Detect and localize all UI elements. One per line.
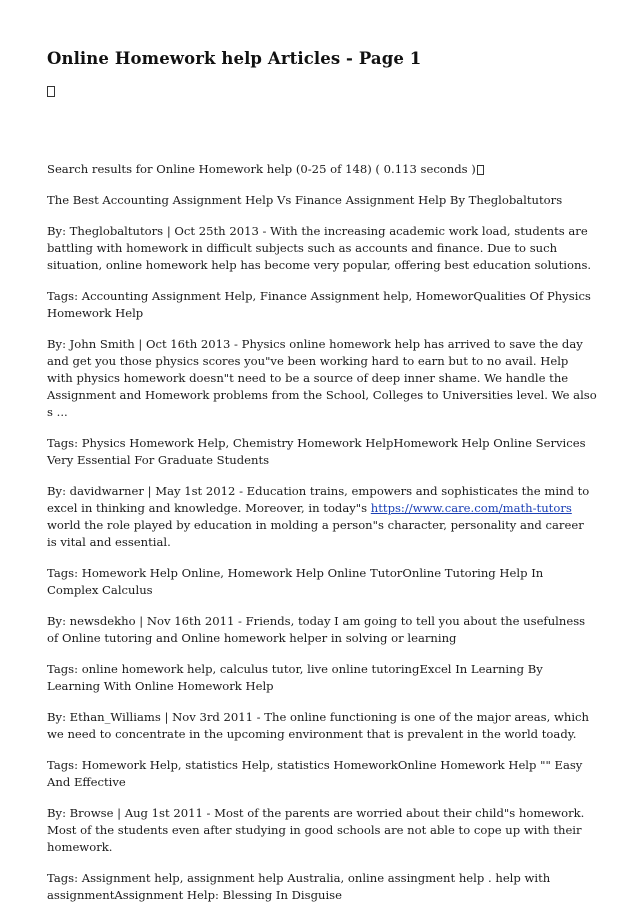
article-tags: Tags: Homework Help, statistics Help, statistics HomeworkOnline Homework Help "" Easy And Effective: [47, 758, 583, 789]
missing-glyph-icon: [47, 86, 55, 97]
article-tags: Tags: Assignment help, assignment help Australia, online assingment help . help with assignmentAssignment Help: Blessing In Disguise: [47, 871, 551, 902]
article-summary: By: Ethan_Williams | Nov 3rd 2011 - The online functioning is one of the major areas, which we need to concentrate in the upcoming environment that is prevalent in the world toady.: [47, 710, 589, 741]
article-summary: By: newsdekho | Nov 16th 2011 - Friends, today I am going to tell you about the usefulness of Online tutoring and Online homework helper in solving or learning: [47, 614, 586, 645]
article-tags: Tags: Physics Homework Help, Chemistry Homework HelpHomework Help Online Services Very Essential For Graduate Students: [47, 436, 586, 467]
article-tags: Tags: Homework Help Online, Homework Help Online TutorOnline Tutoring Help In Complex Calculus: [47, 566, 544, 597]
article-summary: By: Theglobaltutors | Oct 25th 2013 - With the increasing academic work load, students are battling with homework in difficult subjects such as accounts and finance. Due to such situation, online homework help has become very popular, offering best education solutions.: [47, 224, 592, 272]
page-title: Online Homework help Articles - Page 1: [47, 49, 422, 68]
math-tutors-link[interactable]: https://www.care.com/math-tutors: [370, 501, 572, 515]
article-summary: By: John Smith | Oct 16th 2013 - Physics online homework help has arrived to save the day and get you those physics scores you"ve been working hard to earn but to no avail. Help with physics homework doesn"t need to be a source of deep inner shame. We handle the Assignment and Homework problems from the School, Colleges to Universities level. We also s ...: [47, 337, 597, 419]
article-title: The Best Accounting Assignment Help Vs Finance Assignment Help By Theglobaltutors: [47, 193, 563, 207]
article-tags: Tags: online homework help, calculus tutor, live online tutoringExcel In Learning By Learning With Online Homework Help: [47, 662, 543, 693]
search-results-text: Search results for Online Homework help (0-25 of 148) ( 0.113 seconds ): [47, 162, 476, 176]
article-tags: Tags: Accounting Assignment Help, Finance Assignment help, HomeworQualities Of Physics Homework Help: [47, 289, 591, 320]
search-results-summary: [47, 161, 597, 178]
article-summary-text: By: davidwarner | May 1st 2012 - Education trains, empowers and sophisticates the mind to excel in thinking and knowledge. Moreover, in today"s: [47, 484, 590, 515]
article-summary-text: world the role played by education in molding a person"s character, personality and career is vital and essential.: [47, 518, 584, 549]
document-page: [47, 48, 597, 904]
article-summary: [47, 483, 597, 551]
article-summary: By: Browse | Aug 1st 2011 - Most of the parents are worried about their child"s homework. Most of the students even after studying in good schools are not able to cope up with their homework.: [47, 806, 585, 854]
missing-glyph-icon: [477, 165, 484, 175]
